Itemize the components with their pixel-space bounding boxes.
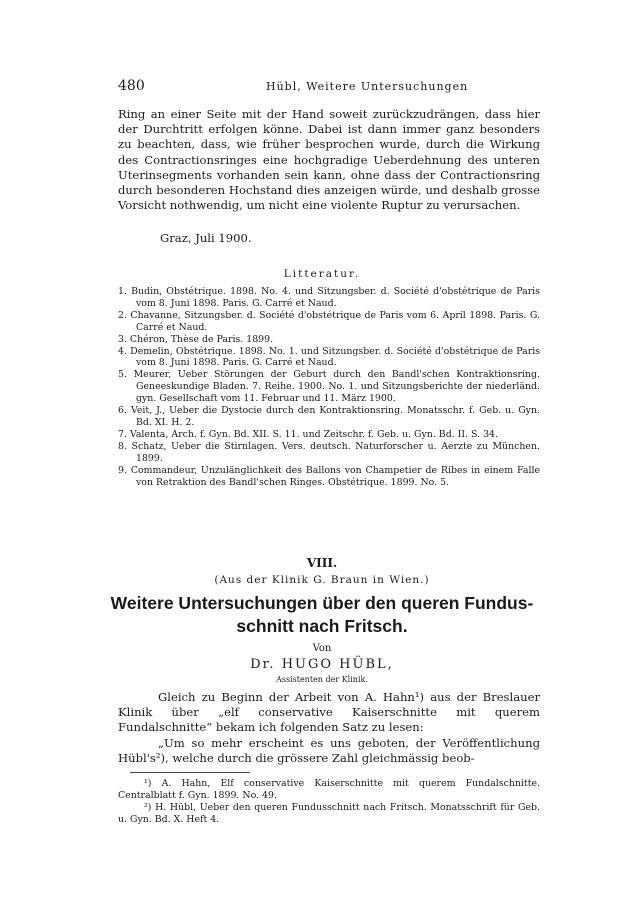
running-head: Hübl, Weitere Untersuchungen — [266, 80, 469, 93]
footnote: ²) H. Hübl, Ueber den queren Fundusschnitt nach Fritsch. Monatsschrift für Geb. u. Gyn. Bd. X. Heft 4. — [118, 802, 540, 825]
reference-item: 9. Commandeur, Unzulänglichkeit des Ballons von Champetier de Ribes in einem Falle von Retraktion des Bandl'schen Ringes. Obstétrique. 1899. No. 5. — [118, 464, 540, 488]
page-header — [118, 78, 538, 98]
author-affiliation: Assistenten der Klinik. — [276, 675, 368, 684]
reference-list — [118, 286, 540, 488]
reference-item: 7. Valenta, Arch. f. Gyn. Bd. XII. S. 11. und Zeitschr. f. Geb. u. Gyn. Bd. II. S. 34. — [118, 428, 498, 440]
intro-text — [118, 107, 540, 213]
reference-item: 1. Budin, Obstétrique. 1898. No. 4. und Sitzungsber. d. Société d'obstétrique de Paris vom 8. Juni 1898. Paris. G. Carré et Naud. — [118, 286, 540, 309]
reference-item: 4. Demelin, Obstétrique. 1898. No. 1. und Sitzungsber. d. Société d'obstétrique de Paris vom 8. Juni 1898. Paris. G. Carré et Naud. — [118, 345, 540, 369]
footnotes — [118, 778, 540, 826]
reference-item: 8. Schatz, Ueber die Stirnlagen. Vers. deutsch. Naturforscher u. Aerzte zu München. 1899. — [118, 440, 540, 464]
reference-item: 3. Chéron, Thèse de Paris. 1899. — [118, 333, 274, 345]
footnote: ¹) A. Hahn, Elf conservative Kaiserschnitte mit querem Fundalschnitte. Centralblatt f. Gyn. 1899. No. 49. — [118, 778, 540, 801]
byline-prefix: Von — [312, 643, 332, 654]
section-origin: (Aus der Klinik G. Braun in Wien.) — [214, 574, 430, 586]
reference-item: 2. Chavanne, Sitzungsber. d. Société d'obstétrique de Paris vom 6. April 1898. Paris. G. Carré et Naud. — [118, 309, 540, 333]
author-name: Dr. HUGO HÜBL, — [250, 657, 394, 672]
reference-item: 5. Meurer, Ueber Störungen der Geburt durch den Bandl'schen Kontraktionsring. Geneeskundige Bladen. 7. Reihe. 1900. No. 1. und Sitzungsberichte der niederländ. gyn. Gesellschaft vom 11. Februar und 11. März 1900. — [118, 369, 540, 405]
literature-heading: Litteratur. — [283, 268, 361, 280]
footnote-divider — [130, 772, 250, 773]
reference-item: 6. Veit, J., Ueber die Dystocie durch den Kontraktionsring. Monatsschr. f. Geb. u. Gyn. Bd. XI. H. 2. — [118, 405, 540, 428]
main-paragraph: „Um so mehr erscheint es uns geboten, der Veröffentlichung Hübl's²), welche durch die grössere Zahl gleichmässig beob- — [118, 735, 540, 765]
article-title-line-2: schnitt nach Fritsch. — [236, 616, 408, 636]
main-text — [118, 690, 540, 766]
intro-paragraph: Ring an einer Seite mit der Hand soweit zurückzudrängen, dass hier der Durchtritt erfolgen könne. Dabei ist dann immer ganz besonders zu beachten, dass, wie früher besprochen wurde, durch die Wirkung des Contractionsringes eine hochgradige Ueberdehnung des unteren Uterinsegments vorhanden sein kann, ohne dass der Contractionsring durch besonderen Hochstand dies anzeigen würde, und deshalb grosse Vorsicht nothwendig, um nicht eine violente Ruptur zu verursachen. — [118, 107, 540, 213]
main-paragraph: Gleich zu Beginn der Arbeit von A. Hahn¹) aus der Breslauer Klinik über „elf conservative Kaiserschnitte mit querem Fundalschnitte“ bekam ich folgenden Satz zu lesen: — [118, 690, 540, 735]
page-number: 480 — [118, 78, 145, 94]
section-number: VIII. — [306, 556, 338, 570]
article-title-line-1: Weitere Untersuchungen über den queren Fundus- — [110, 593, 534, 613]
dateline: Graz, Juli 1900. — [160, 231, 252, 245]
